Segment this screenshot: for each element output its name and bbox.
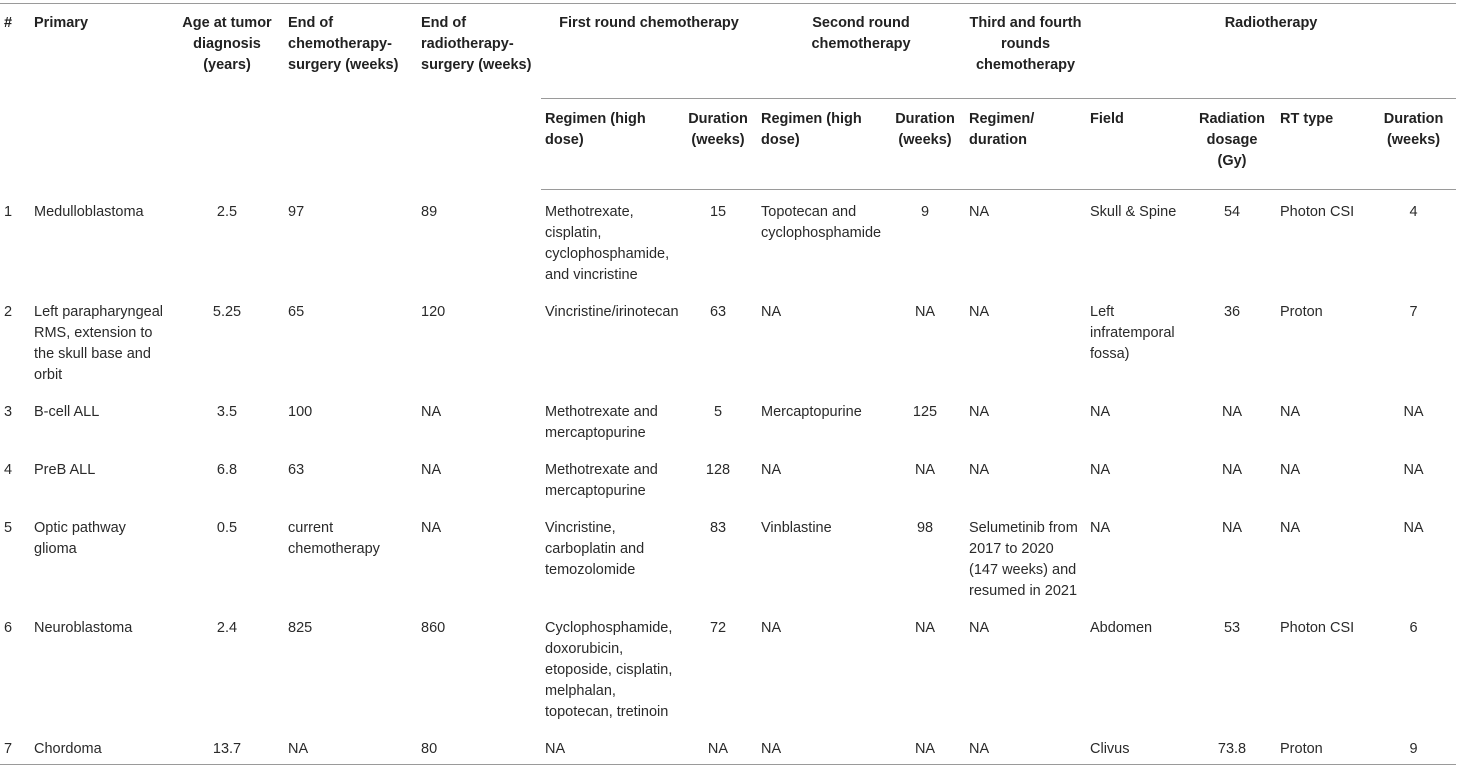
subheader-radiation-dosage: Radiation dosage (Gy) — [1188, 99, 1276, 190]
cell-end-chemo: 65 — [288, 304, 305, 320]
cell-r1-duration: 72 — [709, 620, 727, 636]
cell-rt-type: NA — [1280, 520, 1301, 536]
treatment-table — [0, 3, 1456, 765]
cell-r1-regimen: Cyclophosphamide, doxorubicin, etoposide, cisplatin, melphalan, topotecan, tretinoin — [545, 620, 673, 720]
cell-end-chemo: 63 — [288, 462, 305, 478]
subheader-rt-type: RT type — [1276, 99, 1371, 190]
cell-rt-duration: NA — [1403, 404, 1424, 420]
cell-primary: B-cell ALL — [34, 404, 100, 420]
cell-end-chemo: current chemotherapy — [288, 520, 380, 557]
subheader-regimen-duration: Regimen/ duration — [965, 99, 1086, 190]
cell-rt-duration: 6 — [1409, 620, 1418, 636]
cell-primary: PreB ALL — [34, 462, 96, 478]
cell-r1-regimen: Methotrexate and mercaptopurine — [545, 462, 658, 499]
cell-dosage: NA — [1221, 404, 1243, 420]
cell-num: 1 — [4, 203, 13, 220]
cell-r2-regimen: NA — [761, 304, 782, 320]
subheader-rt-duration: Duration (weeks) — [1371, 99, 1456, 190]
cell-num: 5 — [4, 520, 13, 536]
cell-num: 6 — [4, 620, 13, 636]
cell-r2-duration: NA — [885, 727, 965, 765]
cell-r2-regimen: Topotecan and cyclophosphamide — [761, 204, 882, 241]
cell-rt-duration: 9 — [1371, 727, 1456, 765]
subheader-regimen-2: Regimen (high dose) — [757, 99, 885, 190]
cell-num: 2 — [4, 304, 13, 320]
cell-r2-duration: 125 — [912, 404, 938, 420]
cell-end-chemo: NA — [284, 727, 417, 765]
cell-r2-regimen: NA — [761, 462, 782, 478]
cell-age: 2.4 — [216, 620, 238, 636]
cell-rt-type: NA — [1280, 462, 1301, 478]
cell-r1-duration: 15 — [709, 204, 727, 220]
cell-dosage: 53 — [1223, 620, 1241, 636]
cell-rt-duration: 7 — [1409, 304, 1418, 320]
cell-r1-regimen: Vincristine/irinotecan — [545, 304, 679, 320]
cell-rt-type: Proton — [1276, 727, 1371, 765]
cell-field: Skull & Spine — [1090, 204, 1177, 220]
cell-num: 7 — [0, 727, 30, 765]
subheader-regimen-1: Regimen (high dose) — [541, 99, 679, 190]
subheader-duration-1: Duration (weeks) — [679, 99, 757, 190]
cell-field: NA — [1090, 520, 1111, 536]
cell-r1-regimen: Methotrexate, cisplatin, cyclophosphamide, and vincristine — [545, 204, 670, 283]
cell-r34-regimen: NA — [965, 727, 1086, 765]
cell-end-chemo: 97 — [288, 203, 305, 220]
cell-end-radio: NA — [421, 404, 442, 420]
cell-dosage: NA — [1221, 520, 1243, 536]
cell-r1-duration: NA — [679, 727, 757, 765]
subheader-field: Field — [1086, 99, 1188, 190]
cell-r1-duration: 128 — [705, 462, 731, 478]
cell-r2-regimen: NA — [761, 620, 782, 636]
cell-primary: Optic pathway glioma — [34, 520, 126, 557]
cell-r2-duration: NA — [914, 620, 936, 636]
cell-r1-regimen: Vincristine, carboplatin and temozolomide — [545, 520, 645, 578]
cell-rt-type: NA — [1280, 404, 1301, 420]
cell-r2-regimen: Mercaptopurine — [761, 404, 862, 420]
cell-dosage: 36 — [1223, 304, 1241, 320]
cell-age: 3.5 — [216, 404, 238, 420]
table-row — [0, 390, 1456, 448]
cell-dosage: NA — [1221, 462, 1243, 478]
cell-r1-duration: 5 — [713, 404, 723, 420]
group-header-second-round: Second round chemotherapy — [757, 4, 965, 99]
table-row — [0, 448, 1456, 506]
cell-r1-regimen: NA — [541, 727, 679, 765]
cell-dosage: 73.8 — [1188, 727, 1276, 765]
subheader-duration-2: Duration (weeks) — [885, 99, 965, 190]
cell-end-radio: 89 — [421, 203, 438, 220]
cell-field: Abdomen — [1090, 620, 1153, 636]
cell-rt-type: Photon CSI — [1280, 620, 1355, 636]
cell-num: 3 — [4, 404, 13, 420]
cell-primary: Left parapharyngeal RMS, extension to the skull base and orbit — [34, 304, 163, 383]
cell-age: 13.7 — [170, 727, 284, 765]
cell-rt-duration: NA — [1403, 520, 1424, 536]
col-header-end-chemo: End of chemotherapy-surgery (weeks) — [284, 4, 417, 190]
table-row — [0, 727, 1456, 765]
cell-rt-duration: 4 — [1409, 204, 1418, 220]
cell-end-radio: 120 — [421, 304, 446, 320]
cell-age: 0.5 — [216, 520, 238, 536]
cell-field: NA — [1090, 462, 1111, 478]
cell-age: 6.8 — [216, 462, 238, 478]
table-row — [0, 606, 1456, 727]
cell-end-chemo: 100 — [288, 404, 313, 420]
cell-r1-duration: 83 — [709, 520, 727, 536]
cell-r2-duration: NA — [914, 304, 936, 320]
cell-r34-regimen: NA — [969, 462, 990, 478]
cell-field: NA — [1090, 404, 1111, 420]
col-header-num: # — [0, 4, 30, 190]
table-row — [0, 190, 1456, 291]
cell-num: 4 — [4, 462, 13, 478]
cell-end-radio: NA — [421, 462, 442, 478]
cell-r34-regimen: NA — [969, 304, 990, 320]
cell-dosage: 54 — [1223, 204, 1241, 220]
cell-r34-regimen: NA — [969, 204, 990, 220]
table-row — [0, 290, 1456, 390]
cell-r34-regimen: Selumetinib from 2017 to 2020 (147 weeks) and resumed in 2021 — [969, 520, 1078, 599]
cell-primary: Medulloblastoma — [34, 203, 144, 220]
cell-end-chemo: 825 — [288, 620, 313, 636]
cell-primary: Neuroblastoma — [34, 620, 133, 636]
table-row — [0, 506, 1456, 606]
cell-field: Left infratemporal fossa) — [1090, 304, 1175, 362]
col-header-end-radio: End of radiotherapy-surgery (weeks) — [417, 4, 541, 190]
cell-end-radio: 860 — [421, 620, 446, 636]
col-header-primary: Primary — [30, 4, 170, 190]
table-header — [0, 4, 1456, 190]
cell-rt-duration: NA — [1403, 462, 1424, 478]
group-header-first-round: First round chemotherapy — [541, 4, 757, 99]
cell-r2-duration: 98 — [916, 520, 934, 536]
cell-r1-duration: 63 — [709, 304, 727, 320]
cell-rt-type: Photon CSI — [1280, 204, 1355, 220]
cell-primary: Chordoma — [30, 727, 170, 765]
cell-field: Clivus — [1086, 727, 1188, 765]
group-header-third-fourth: Third and fourth rounds chemotherapy — [965, 4, 1086, 99]
cell-end-radio: NA — [421, 520, 442, 536]
cell-end-radio: 80 — [417, 727, 541, 765]
cell-r2-regimen: NA — [757, 727, 885, 765]
col-header-age: Age at tumor diagnosis (years) — [170, 4, 284, 190]
cell-age: 5.25 — [212, 304, 242, 320]
cell-age: 2.5 — [216, 203, 238, 220]
cell-r2-duration: 9 — [920, 204, 930, 220]
cell-r1-regimen: Methotrexate and mercaptopurine — [545, 404, 658, 441]
cell-r34-regimen: NA — [969, 620, 990, 636]
table-body — [0, 190, 1456, 765]
cell-r2-duration: NA — [914, 462, 936, 478]
cell-rt-type: Proton — [1280, 304, 1323, 320]
group-header-radiotherapy: Radiotherapy — [1086, 4, 1456, 99]
cell-r2-regimen: Vinblastine — [761, 520, 832, 536]
cell-r34-regimen: NA — [969, 404, 990, 420]
